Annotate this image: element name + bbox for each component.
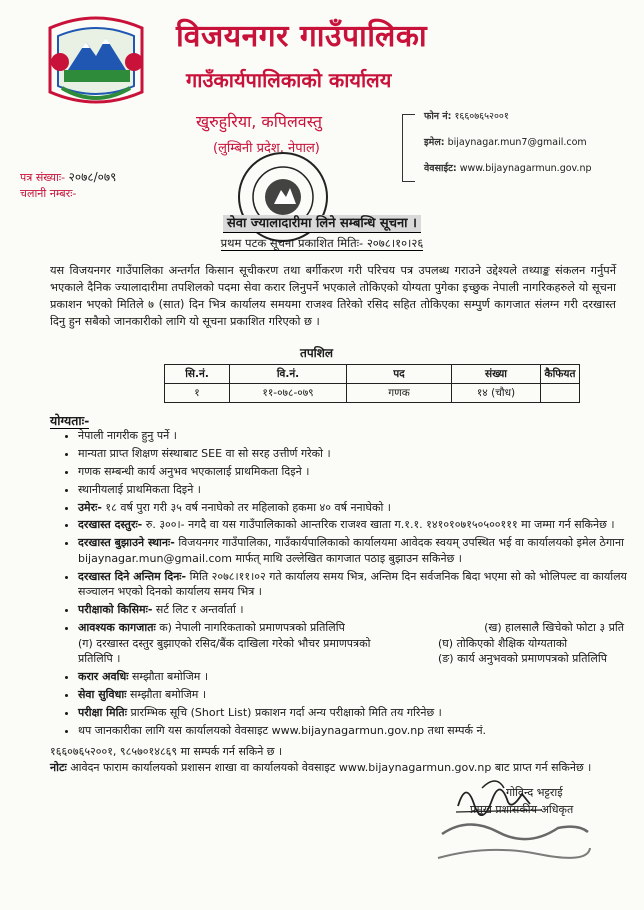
submit-label: दरखास्त बुझाउने स्थानः- bbox=[78, 536, 175, 550]
col-header-sn: सि.नं. bbox=[165, 365, 230, 384]
fee-label: दरखास्त दस्तुरः- bbox=[78, 518, 143, 532]
signatory-title: प्रमुख प्रशासकीय अधिकृत bbox=[470, 803, 574, 816]
cell-post: गणक bbox=[347, 384, 452, 403]
ref-value: २०७८/०७९ bbox=[68, 170, 117, 184]
list-item bbox=[78, 446, 638, 462]
table-row bbox=[165, 384, 580, 403]
notice-body: यस विजयनगर गाउँपालिका अन्तर्गत किसान सूचीकरण तथा बर्गीकरण गरी परिचय पत्र उपलब्ध गराउने उद्देश्यले तथ्याङ्क संकलन गर्नुपर्ने भएकाले दैनिक ज्यालादारीमा तपशिलको पदमा सेवा करार लिनुपर्ने भएकाले तोकिएको योग्यता पुगेका इच्छुक नेपाली नागरिकहरुले यो सूचना प्रकाशन भएको मितिले ७ (सात) दिन भित्र कार्यालय समयमा राजश्व तिरेको रसिद सहित तोकिएका सम्पुर्ण कागजात संलग्न गरी दरखास्त दिनु हुन सबैको जानकारीको लागि यो सूचना प्रकाशित गरिएको छ । bbox=[50, 264, 616, 328]
dispatch-label: चलानी नम्बरः- bbox=[20, 187, 77, 200]
email-value[interactable]: bijaynagar.mun7@gmail.com bbox=[447, 137, 587, 148]
deadline-label: दरखास्त दिने अन्तिम दिनः- bbox=[78, 569, 187, 583]
website-label: वेवसाईट: bbox=[424, 163, 457, 174]
info-text: थप जानकारीका लागि यस कार्यालयको वेवसाइट www.bijaynagarmun.gov.np तथा सम्पर्क नं. bbox=[78, 723, 487, 737]
notice-topic bbox=[0, 213, 644, 231]
signatory-name: गोविन्द भट्टराई bbox=[506, 786, 563, 799]
list-item bbox=[78, 669, 638, 685]
list-item bbox=[78, 705, 638, 721]
website-value[interactable]: www.bijaynagarmun.gov.np bbox=[459, 163, 592, 174]
docs-row-1-left bbox=[78, 620, 345, 636]
term-label: करार अवधिः bbox=[78, 670, 129, 684]
exam-type-text: सर्ट लिट र अन्तर्वार्ता । bbox=[155, 603, 244, 617]
table-caption: तपशिल bbox=[300, 346, 334, 360]
exam-date-text: प्रारम्भिक सूचि (Short List) प्रकाशन गर्दा अन्य परीक्षाको मिति तय गरिनेछ । bbox=[130, 706, 442, 720]
list-item bbox=[78, 569, 638, 600]
qualifications-title-text: योग्यताः- bbox=[50, 413, 90, 428]
list-item bbox=[78, 482, 638, 498]
doc-ga: (ग) दरखास्त दस्तुर बुझाएको रसिद/बैंक दाखिला गरेको भौचर प्रमाणपत्रको प्रतिलिपि । bbox=[78, 636, 371, 666]
contact-block bbox=[398, 110, 638, 188]
phone-value: १६६०७६५२००१ bbox=[454, 111, 509, 122]
list-item bbox=[78, 517, 638, 533]
facility-label: सेवा सुविधाः bbox=[78, 688, 127, 702]
col-header-post: पद bbox=[347, 365, 452, 384]
office-name: गाउँकार्यपालिकाको कार्यालय bbox=[186, 68, 392, 92]
age-text: १८ वर्ष पुरा गरी ३५ वर्ष ननाघेको तर महिलाको हकमा ४० वर्ष ननाघेको । bbox=[105, 500, 391, 514]
qual-item-1: नेपाली नागरीक हुनु पर्ने । bbox=[78, 429, 177, 442]
notice-pub-date bbox=[0, 236, 644, 251]
col-header-count: संख्या bbox=[452, 365, 541, 384]
list-item bbox=[78, 687, 638, 703]
list-item bbox=[78, 535, 638, 566]
name-stamp-icon bbox=[428, 810, 598, 870]
docs-label: आवश्यक कागजातः bbox=[78, 621, 156, 635]
qualifications-list bbox=[64, 428, 638, 741]
col-header-remarks: कैफियत bbox=[541, 365, 580, 384]
municipality-emblem-icon bbox=[40, 8, 152, 112]
qual-item-2: मान्यता प्राप्त शिक्षण संस्थाबाट SEE वा सो सरह उत्तीर्ण गरेको । bbox=[78, 446, 331, 460]
docs-row-1 bbox=[78, 620, 638, 636]
fee-text: रु. ३००।- नगदै वा यस गाउँपालिकाको आन्तरिक राजश्व खाता ग.१.१. १४१०१०७१५०५००१११ मा जम्मा गर्न सकिनेछ । bbox=[145, 518, 615, 532]
doc-nga: (ङ) कार्य अनुभवको प्रमाणपत्रको प्रतिलिपि bbox=[438, 652, 607, 666]
doc-kha: (ख) हालसालै खिचेको फोटा ३ प्रति bbox=[484, 621, 624, 635]
contact-phone bbox=[398, 110, 638, 136]
qual-item-4: स्थानीयलाई प्राथमिकता दिइने । bbox=[78, 482, 201, 496]
contact-email bbox=[398, 136, 638, 162]
deadline-text: मिति २०७८।११।०२ गते कार्यालय समय भित्र, अन्तिम दिन सर्वजनिक बिदा भएमा सो को भोलिपल्ट वा कार्यालय सञ्चालन भएको दिनको कार्यालय समय भित्र । bbox=[78, 569, 627, 599]
email-label: इमेल: bbox=[424, 137, 445, 148]
address: खुरुहुरिया, कपिलवस्तु bbox=[196, 112, 323, 131]
age-label: उमेरः- bbox=[78, 500, 102, 514]
list-item bbox=[78, 464, 638, 480]
list-item bbox=[78, 500, 638, 516]
list-item bbox=[78, 620, 638, 667]
facility-text: सम्झौता बमोजिम । bbox=[129, 688, 206, 702]
phone-label: फोन नं: bbox=[424, 111, 452, 122]
list-item bbox=[78, 602, 638, 618]
cell-remarks bbox=[541, 384, 580, 403]
cell-sn: १ bbox=[165, 384, 230, 403]
doc-ka: क) नेपाली नागरिकताको प्रमाणपत्रको प्रतिलिपि bbox=[159, 621, 345, 635]
org-name: विजयनगर गाउँपालिका bbox=[176, 19, 428, 54]
docs-right-col bbox=[438, 636, 638, 667]
exam-date-label: परीक्षा मितिः bbox=[78, 706, 127, 720]
table-header-row bbox=[165, 365, 580, 384]
ref-label: पत्र संख्याः- bbox=[20, 171, 66, 184]
note-text: आवेदन फाराम कार्यालयको प्रशासन शाखा वा कार्यालयको वेवसाइट www.bijaynagarmun.gov.np बाट प्राप्त गर्न सकिनेछ । bbox=[70, 761, 592, 774]
exam-type-label: परीक्षाको किसिमः- bbox=[78, 603, 153, 617]
notice-topic-text: सेवा ज्यालादारीमा लिने सम्बन्धि सूचना । bbox=[223, 215, 421, 233]
doc-gha: (घ) तोकिएको शैक्षिक योग्यताको bbox=[438, 636, 568, 650]
note-label: नोटः bbox=[50, 761, 67, 774]
docs-row-2 bbox=[78, 636, 638, 667]
ref-number bbox=[20, 168, 116, 185]
term-text: सम्झौता बमोजिम । bbox=[131, 670, 209, 684]
cell-adno: ११-०७८-०७९ bbox=[230, 384, 347, 403]
dispatch-number bbox=[20, 186, 76, 201]
info-continued: १६६०७६५२००१, ९८५७०१४८६९ मा सम्पर्क गर्न सकिने छ । bbox=[50, 745, 283, 758]
qualifications-title bbox=[50, 412, 89, 429]
cell-count: १४ (चौध) bbox=[452, 384, 541, 403]
province: (लुम्बिनी प्रदेश, नेपाल) bbox=[213, 141, 320, 156]
notice-pub-date-text: प्रथम पटक सूचना प्रकाशित मितिः- २०७८।१०।२६ bbox=[220, 236, 424, 250]
docs-block bbox=[78, 620, 638, 667]
list-item bbox=[78, 428, 638, 444]
contact-website bbox=[398, 162, 638, 188]
qual-item-3: गणक सम्बन्धी कार्य अनुभव भएकालाई प्राथमिकता दिइने । bbox=[78, 464, 310, 478]
details-table bbox=[164, 364, 580, 403]
submit-text: विजयनगर गाउँपालिका, गाउँकार्यपालिकाको कार्यालयमा आवेदक स्वयम् उपस्थित भई वा कार्यालयको इमेल ठेगाना bijaynagar.mun@gmail.com मार्फत् माथि उल्लेखित कागजात पठाइ बुझाउन सकिनेछ । bbox=[78, 536, 624, 565]
list-item bbox=[78, 723, 638, 739]
col-header-adno: वि.नं. bbox=[230, 365, 347, 384]
